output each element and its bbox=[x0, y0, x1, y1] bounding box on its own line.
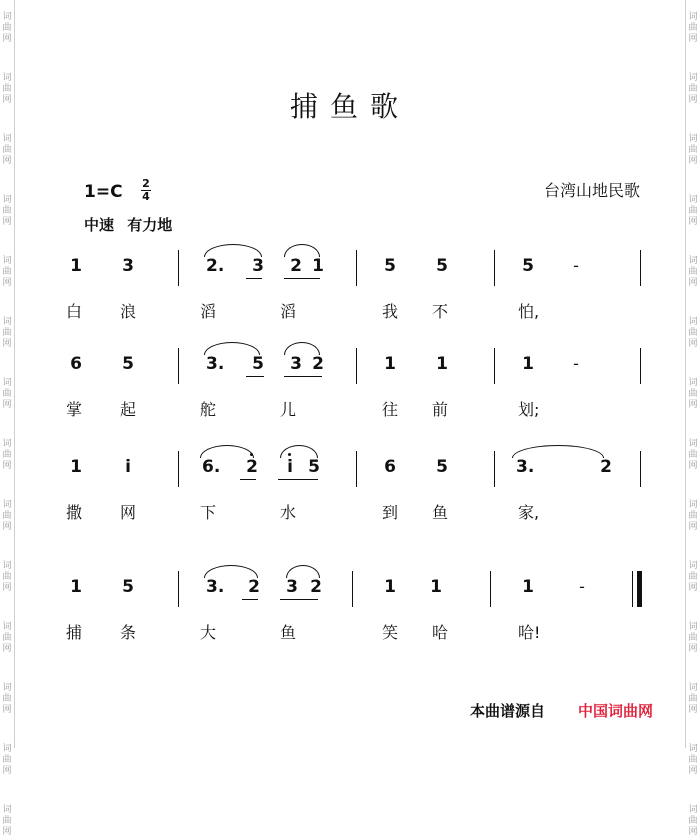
beam-underline bbox=[280, 599, 318, 600]
note: 1 bbox=[384, 354, 396, 374]
watermark-char: 词 bbox=[688, 500, 698, 510]
sustain-dash: - bbox=[573, 354, 579, 373]
lyric-word: 水 bbox=[280, 503, 297, 522]
slur-arc bbox=[200, 445, 254, 458]
watermark-char: 网 bbox=[688, 156, 698, 166]
slur-arc bbox=[284, 244, 320, 257]
watermark-char: 网 bbox=[688, 522, 698, 532]
note: 6. bbox=[202, 457, 221, 477]
slur-arc bbox=[512, 445, 604, 458]
note: 1 bbox=[430, 577, 442, 597]
watermark-char: 词 bbox=[688, 12, 698, 22]
watermark-char: 词 bbox=[688, 805, 698, 815]
beam-underline bbox=[242, 599, 258, 600]
watermark-char: 词 bbox=[688, 195, 698, 205]
watermark-char: 词 bbox=[688, 73, 698, 83]
barline bbox=[178, 250, 179, 286]
note: 2 bbox=[600, 457, 612, 477]
watermark-char: 网 bbox=[2, 34, 12, 44]
lyric-word: 下 bbox=[200, 503, 217, 522]
slur-arc bbox=[204, 342, 260, 355]
watermark-char: 网 bbox=[2, 217, 12, 227]
lyric-word: 鱼 bbox=[432, 503, 449, 522]
footer-site-link[interactable]: 中国词曲网 bbox=[578, 702, 654, 720]
barline bbox=[356, 250, 357, 286]
watermark-char: 曲 bbox=[2, 450, 12, 460]
lyric-word: 掌 bbox=[66, 400, 83, 419]
beam-underline bbox=[246, 278, 262, 279]
sustain-dash: - bbox=[579, 577, 585, 596]
note: 1 bbox=[70, 256, 82, 276]
watermark-char: 曲 bbox=[688, 572, 698, 582]
note: 3. bbox=[516, 457, 535, 477]
note: 3. bbox=[206, 354, 225, 374]
watermark-char: 词 bbox=[688, 378, 698, 388]
barline bbox=[640, 348, 641, 384]
barline bbox=[178, 348, 179, 384]
beam-underline bbox=[278, 479, 318, 480]
key-signature: 1=C bbox=[84, 182, 123, 202]
watermark-char: 网 bbox=[688, 827, 698, 837]
watermark-char: 网 bbox=[688, 583, 698, 593]
note: 2 bbox=[246, 457, 258, 477]
time-signature-bottom: 4 bbox=[142, 190, 150, 203]
note: 2. bbox=[206, 256, 225, 276]
watermark-char: 词 bbox=[2, 744, 12, 754]
note: 2 bbox=[248, 577, 260, 597]
watermark-char: 词 bbox=[2, 317, 12, 327]
barline bbox=[178, 451, 179, 487]
note: 3 bbox=[122, 256, 134, 276]
note: 1 bbox=[70, 457, 82, 477]
watermark-char: 词 bbox=[2, 73, 12, 83]
watermark-char: 曲 bbox=[2, 816, 12, 826]
song-source: 台湾山地民歌 bbox=[543, 181, 640, 200]
lyric-word: 前 bbox=[432, 400, 449, 419]
beam-underline bbox=[284, 376, 322, 377]
note: 1 bbox=[384, 577, 396, 597]
watermark-char: 曲 bbox=[688, 389, 698, 399]
lyric-word: 家, bbox=[518, 503, 540, 522]
watermark-char: 网 bbox=[2, 644, 12, 654]
watermark-char: 网 bbox=[2, 400, 12, 410]
watermark-char: 曲 bbox=[688, 816, 698, 826]
lyric-word: 条 bbox=[120, 623, 137, 642]
note: 5 bbox=[252, 354, 264, 374]
note: 1 bbox=[522, 354, 534, 374]
watermark-char: 网 bbox=[2, 95, 12, 105]
watermark-char: 曲 bbox=[688, 450, 698, 460]
barline bbox=[356, 451, 357, 487]
note: 3. bbox=[206, 577, 225, 597]
song-title: 捕鱼歌 bbox=[289, 90, 410, 123]
note: 1 bbox=[436, 354, 448, 374]
watermark-char: 曲 bbox=[688, 206, 698, 216]
footer-source-label: 本曲谱源自 bbox=[470, 702, 546, 720]
watermark-char: 曲 bbox=[688, 84, 698, 94]
slur-arc bbox=[286, 565, 320, 578]
barline bbox=[352, 571, 353, 607]
note: 3 bbox=[290, 354, 302, 374]
watermark-char: 词 bbox=[688, 134, 698, 144]
tempo-marking: 中速 有力地 bbox=[84, 216, 173, 234]
note: 1 bbox=[522, 577, 534, 597]
lyric-word: 我 bbox=[382, 302, 399, 321]
lyric-word: 往 bbox=[382, 400, 399, 419]
slur-arc bbox=[204, 244, 262, 257]
barline bbox=[640, 451, 641, 487]
watermark-char: 曲 bbox=[2, 694, 12, 704]
watermark-char: 曲 bbox=[2, 23, 12, 33]
watermark-char: 词 bbox=[688, 744, 698, 754]
barline bbox=[356, 348, 357, 384]
watermark-char: 曲 bbox=[2, 206, 12, 216]
lyric-word: 网 bbox=[120, 503, 137, 522]
watermark-char: 曲 bbox=[2, 572, 12, 582]
lyric-word: 不 bbox=[432, 302, 449, 321]
watermark-char: 网 bbox=[688, 95, 698, 105]
note: 5 bbox=[384, 256, 396, 276]
watermark-char: 曲 bbox=[688, 145, 698, 155]
watermark-char: 曲 bbox=[2, 84, 12, 94]
watermark-char: 网 bbox=[2, 705, 12, 715]
watermark-char: 词 bbox=[2, 622, 12, 632]
note: 6 bbox=[70, 354, 82, 374]
note: 5 bbox=[436, 457, 448, 477]
note: 5 bbox=[522, 256, 534, 276]
note: 2 bbox=[290, 256, 302, 276]
barline bbox=[494, 250, 495, 286]
watermark-char: 词 bbox=[2, 195, 12, 205]
lyric-word: 哈 bbox=[432, 623, 449, 642]
slur-arc bbox=[204, 565, 258, 578]
note: i bbox=[287, 457, 293, 477]
watermark-char: 曲 bbox=[2, 633, 12, 643]
watermark-char: 曲 bbox=[2, 267, 12, 277]
lyric-word: 舵 bbox=[200, 400, 217, 419]
final-barline bbox=[632, 571, 633, 607]
lyric-word: 浪 bbox=[120, 302, 137, 321]
watermark-char: 曲 bbox=[2, 328, 12, 338]
barline bbox=[490, 571, 491, 607]
watermark-char: 网 bbox=[688, 461, 698, 471]
watermark-char: 词 bbox=[2, 500, 12, 510]
watermark-char: 词 bbox=[688, 683, 698, 693]
lyric-word: 笑 bbox=[382, 623, 399, 642]
lyric-word: 鱼 bbox=[280, 623, 297, 642]
watermark-char: 网 bbox=[2, 766, 12, 776]
watermark-char: 曲 bbox=[688, 267, 698, 277]
beam-underline bbox=[246, 376, 264, 377]
lyric-word: 大 bbox=[200, 623, 217, 642]
watermark-char: 曲 bbox=[2, 511, 12, 521]
sustain-dash: - bbox=[573, 256, 579, 275]
note: 1 bbox=[312, 256, 324, 276]
lyric-word: 滔 bbox=[200, 302, 217, 321]
lyric-word: 划; bbox=[518, 400, 540, 419]
watermark-char: 曲 bbox=[688, 328, 698, 338]
lyric-word: 撒 bbox=[66, 503, 83, 522]
watermark-char: 网 bbox=[2, 522, 12, 532]
watermark-char: 网 bbox=[688, 34, 698, 44]
barline bbox=[494, 451, 495, 487]
lyric-word: 捕 bbox=[66, 623, 83, 642]
note: 2 bbox=[310, 577, 322, 597]
watermark-char: 词 bbox=[2, 805, 12, 815]
watermark-char: 曲 bbox=[2, 389, 12, 399]
note: 5 bbox=[122, 354, 134, 374]
watermark-char: 曲 bbox=[688, 511, 698, 521]
lyric-word: 起 bbox=[120, 400, 137, 419]
watermark-char: 网 bbox=[2, 339, 12, 349]
watermark-char: 网 bbox=[2, 461, 12, 471]
note: i bbox=[125, 457, 131, 477]
watermark-char: 网 bbox=[688, 644, 698, 654]
note: 5 bbox=[308, 457, 320, 477]
lyric-word: 怕, bbox=[518, 302, 540, 321]
watermark-char: 词 bbox=[688, 622, 698, 632]
watermark-char: 词 bbox=[2, 439, 12, 449]
slur-arc bbox=[280, 445, 318, 458]
note: 5 bbox=[122, 577, 134, 597]
watermark-char: 网 bbox=[2, 583, 12, 593]
watermark-char: 曲 bbox=[688, 694, 698, 704]
time-signature bbox=[140, 178, 152, 203]
barline bbox=[178, 571, 179, 607]
watermark-char: 曲 bbox=[2, 755, 12, 765]
lyric-word: 滔 bbox=[280, 302, 297, 321]
barline bbox=[494, 348, 495, 384]
note: 1 bbox=[70, 577, 82, 597]
watermark-char: 词 bbox=[2, 12, 12, 22]
lyric-word: 白 bbox=[66, 302, 83, 321]
watermark-char: 网 bbox=[2, 278, 12, 288]
watermark-char: 网 bbox=[688, 766, 698, 776]
watermark-char: 曲 bbox=[688, 755, 698, 765]
watermark-char: 词 bbox=[688, 317, 698, 327]
watermark-char: 网 bbox=[2, 156, 12, 166]
watermark-char: 词 bbox=[2, 561, 12, 571]
watermark-char: 词 bbox=[688, 561, 698, 571]
note: 3 bbox=[252, 256, 264, 276]
watermark-char: 曲 bbox=[2, 145, 12, 155]
lyric-word: 哈! bbox=[518, 623, 541, 642]
watermark-char: 词 bbox=[2, 378, 12, 388]
watermark-char: 词 bbox=[688, 256, 698, 266]
watermark-char: 曲 bbox=[688, 23, 698, 33]
watermark-char: 网 bbox=[2, 827, 12, 837]
watermark-char: 网 bbox=[688, 400, 698, 410]
note: 6 bbox=[384, 457, 396, 477]
watermark-char: 网 bbox=[688, 339, 698, 349]
final-barline-thick bbox=[637, 571, 642, 607]
beam-underline bbox=[240, 479, 256, 480]
watermark-char: 网 bbox=[688, 705, 698, 715]
watermark-char: 曲 bbox=[688, 633, 698, 643]
beam-underline bbox=[284, 278, 320, 279]
lyric-word: 儿 bbox=[280, 400, 297, 419]
barline bbox=[640, 250, 641, 286]
watermark-char: 词 bbox=[2, 683, 12, 693]
time-signature-top: 2 bbox=[142, 177, 150, 190]
watermark-char: 网 bbox=[688, 278, 698, 288]
watermark-char: 词 bbox=[2, 134, 12, 144]
watermark-char: 词 bbox=[688, 439, 698, 449]
slur-arc bbox=[284, 342, 320, 355]
note: 2 bbox=[312, 354, 324, 374]
note: 3 bbox=[286, 577, 298, 597]
watermark-char: 网 bbox=[688, 217, 698, 227]
watermark-char: 词 bbox=[2, 256, 12, 266]
note: 5 bbox=[436, 256, 448, 276]
lyric-word: 到 bbox=[382, 503, 399, 522]
